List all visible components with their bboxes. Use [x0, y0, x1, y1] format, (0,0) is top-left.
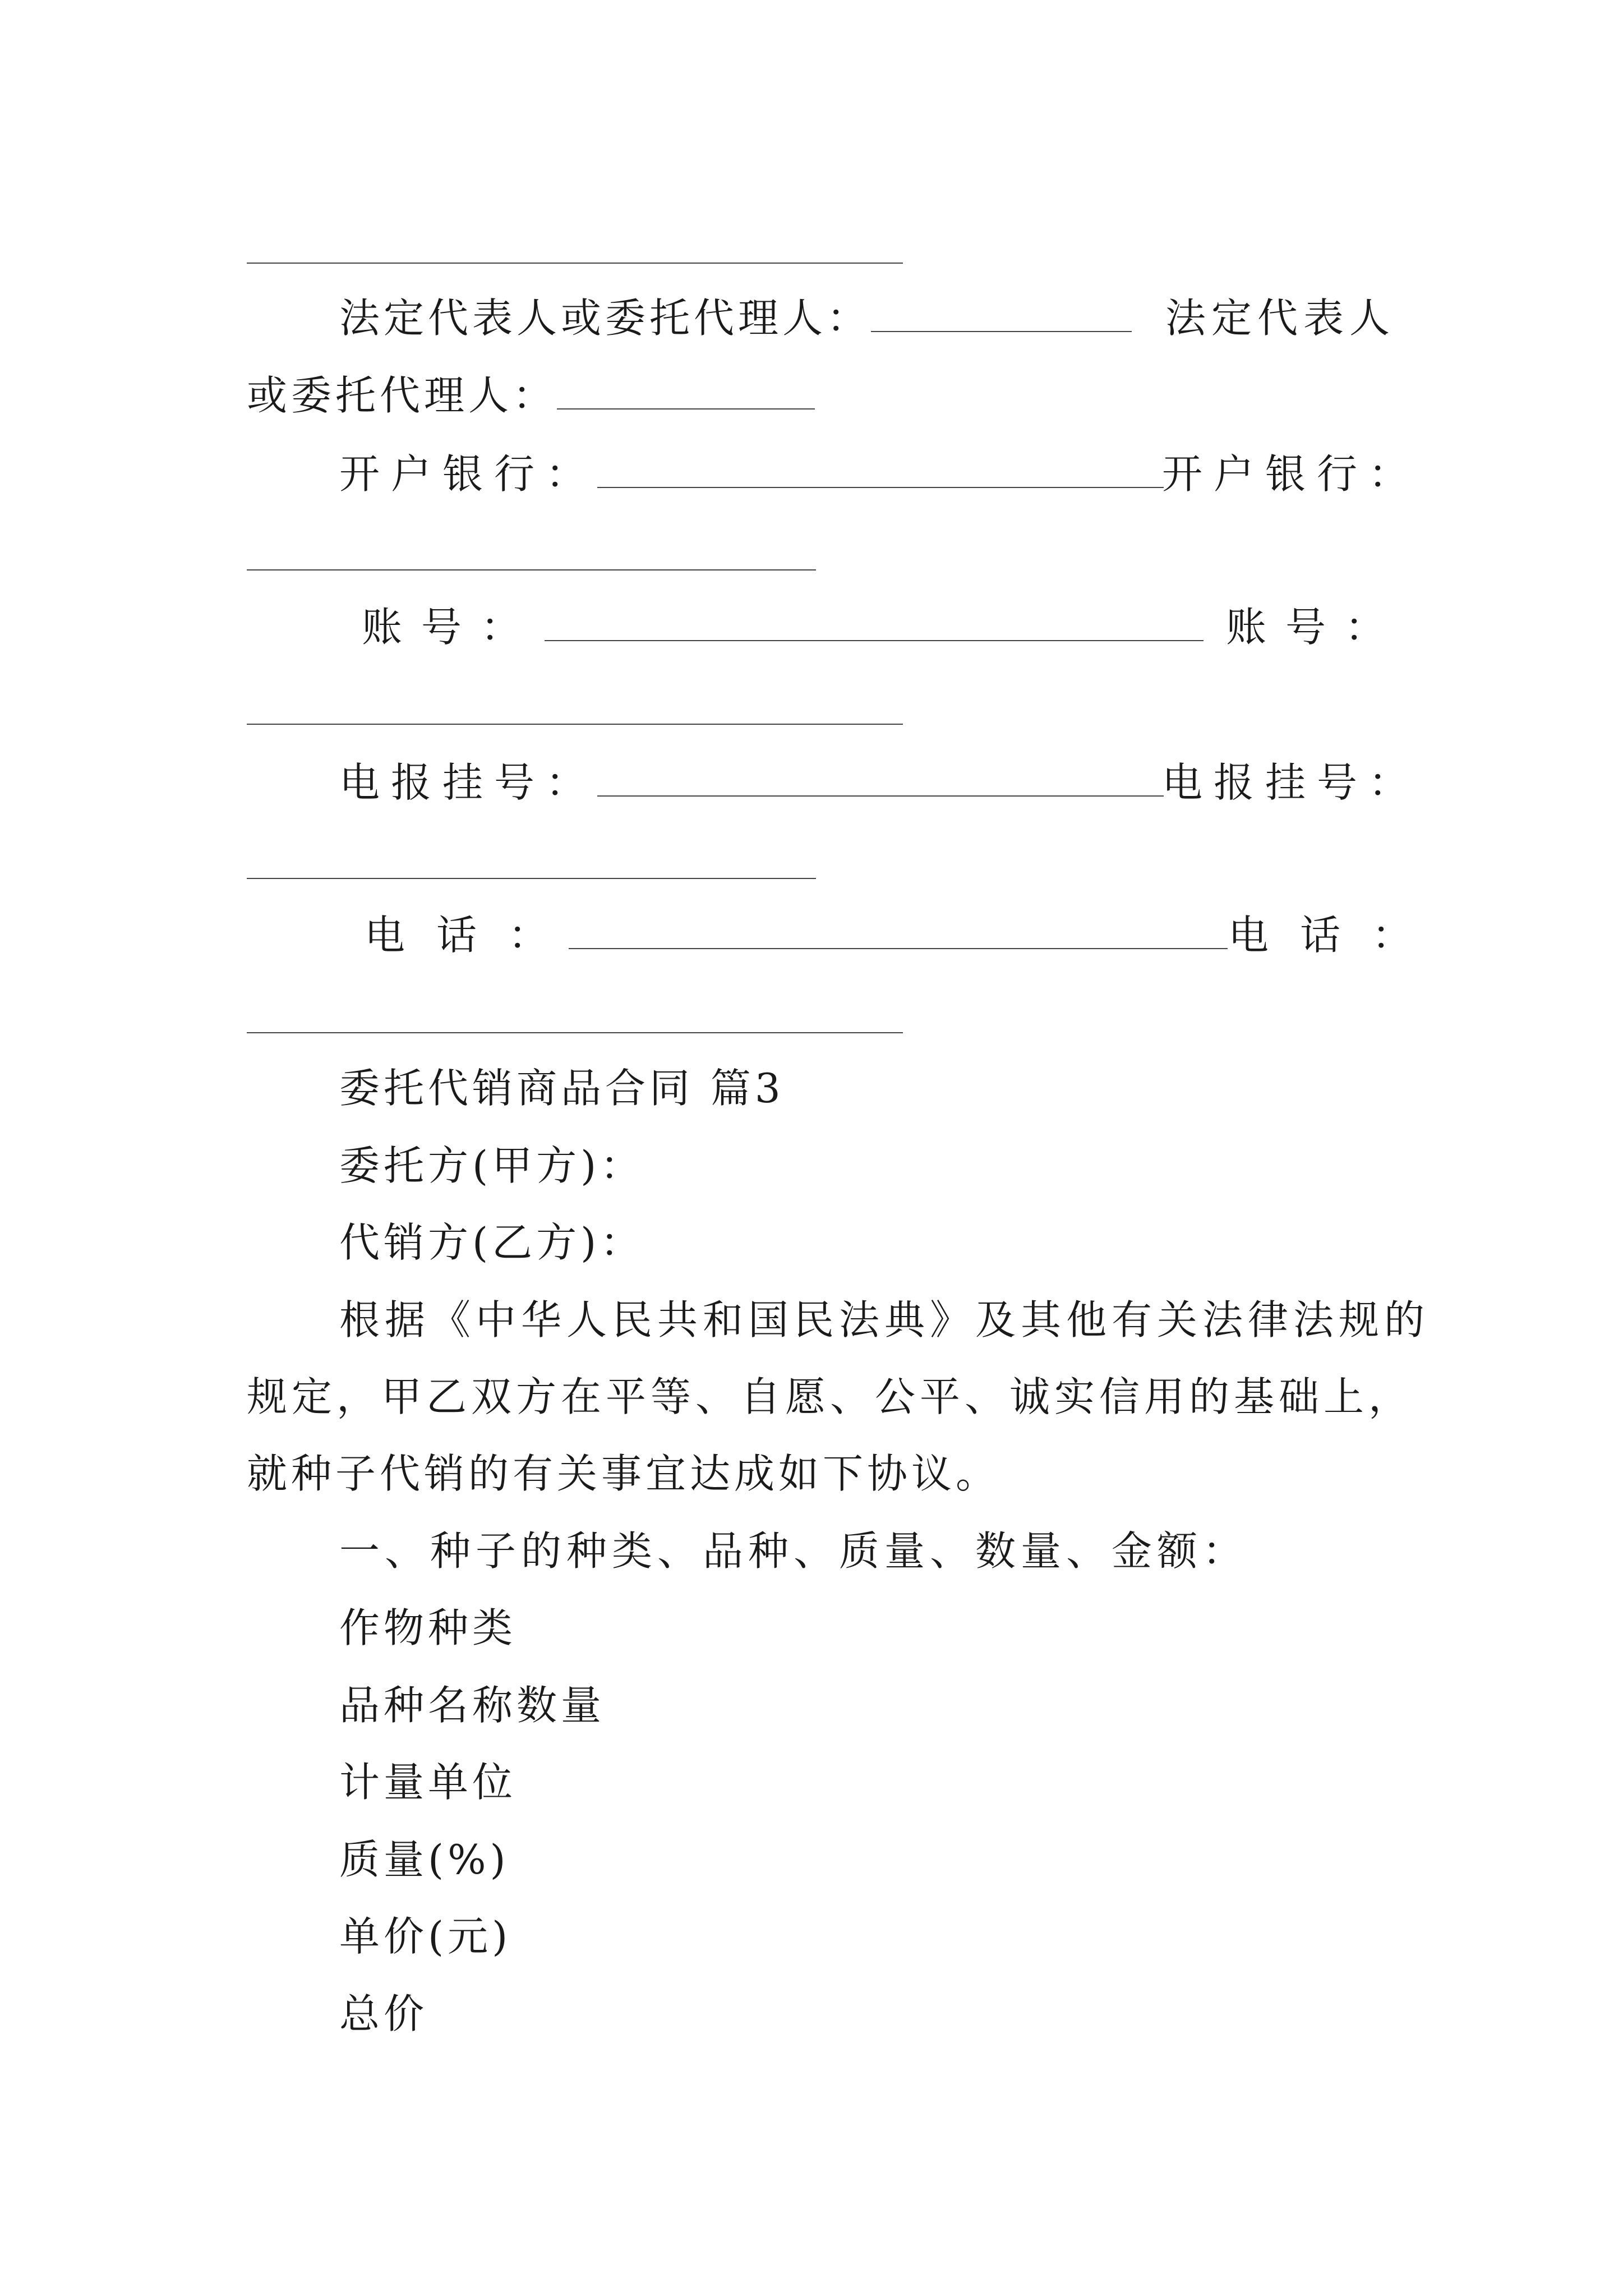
telegraph-line-a — [339, 757, 1164, 808]
table-field-unit-price: 单价(元) — [339, 1913, 512, 1960]
account-line-b — [1226, 602, 1404, 652]
party-a-line: 委托方(甲方)： — [339, 1142, 645, 1189]
table-field-variety-quantity: 品种名称数量 — [339, 1682, 606, 1729]
phone-label-a: 电话： — [365, 912, 580, 959]
blank-line — [247, 263, 903, 264]
preamble-line-2: 规定，甲乙双方在平等、自愿、公平、诚实信用的基础上， — [247, 1373, 1414, 1420]
rep-label-b-part2: 或委托代理人： — [247, 372, 557, 419]
bank-blank-a[interactable] — [597, 455, 1164, 488]
rep-label-b-part1: 法定代表人 — [1165, 295, 1396, 342]
preamble-line-3: 就种子代销的有关事宜达成如下协议。 — [247, 1450, 1000, 1497]
preamble-line-1: 根据《中华人民共和国民法典》及其他有关法律法规的 — [339, 1296, 1430, 1343]
rep-label-a: 法定代表人或委托代理人： — [339, 295, 872, 342]
rep-line-b-cont — [247, 370, 815, 421]
rep-line — [339, 293, 1132, 343]
bank-label-b: 开户银行： — [1162, 450, 1421, 498]
table-field-quality: 质量(%) — [339, 1836, 510, 1883]
telegraph-label-a: 电报挂号： — [339, 759, 598, 806]
bank-blank-b[interactable] — [247, 569, 816, 570]
bank-line-a — [339, 449, 1164, 499]
account-label-a: 账号： — [362, 604, 541, 651]
account-line-a — [362, 602, 1204, 652]
table-field-unit: 计量单位 — [339, 1759, 517, 1806]
rep-line-b — [1165, 293, 1395, 343]
phone-line-b — [1228, 910, 1444, 960]
table-field-total-price: 总价 — [339, 1990, 428, 2037]
bank-label-a: 开户银行： — [339, 450, 598, 498]
telegraph-blank-a[interactable] — [597, 764, 1164, 797]
account-label-b: 账号： — [1226, 604, 1405, 651]
phone-blank-a[interactable] — [569, 917, 1228, 949]
telegraph-blank-b[interactable] — [247, 878, 816, 879]
rep-blank-a[interactable] — [871, 300, 1132, 332]
phone-label-b: 电话： — [1228, 912, 1444, 959]
phone-line-a — [365, 910, 1228, 960]
bank-line-b — [1162, 449, 1420, 499]
table-field-crop-type: 作物种类 — [339, 1604, 517, 1651]
telegraph-line-b — [1162, 757, 1420, 808]
account-blank-a[interactable] — [545, 609, 1204, 641]
account-blank-b[interactable] — [247, 724, 903, 725]
clause-1-heading: 一、种子的种类、品种、质量、数量、金额： — [339, 1527, 1248, 1575]
phone-blank-b[interactable] — [247, 1032, 903, 1033]
party-b-line: 代销方(乙方)： — [339, 1219, 645, 1266]
section-title: 委托代销商品合同 篇3 — [339, 1065, 785, 1112]
rep-blank-b[interactable] — [557, 377, 815, 409]
telegraph-label-b: 电报挂号： — [1162, 759, 1421, 806]
